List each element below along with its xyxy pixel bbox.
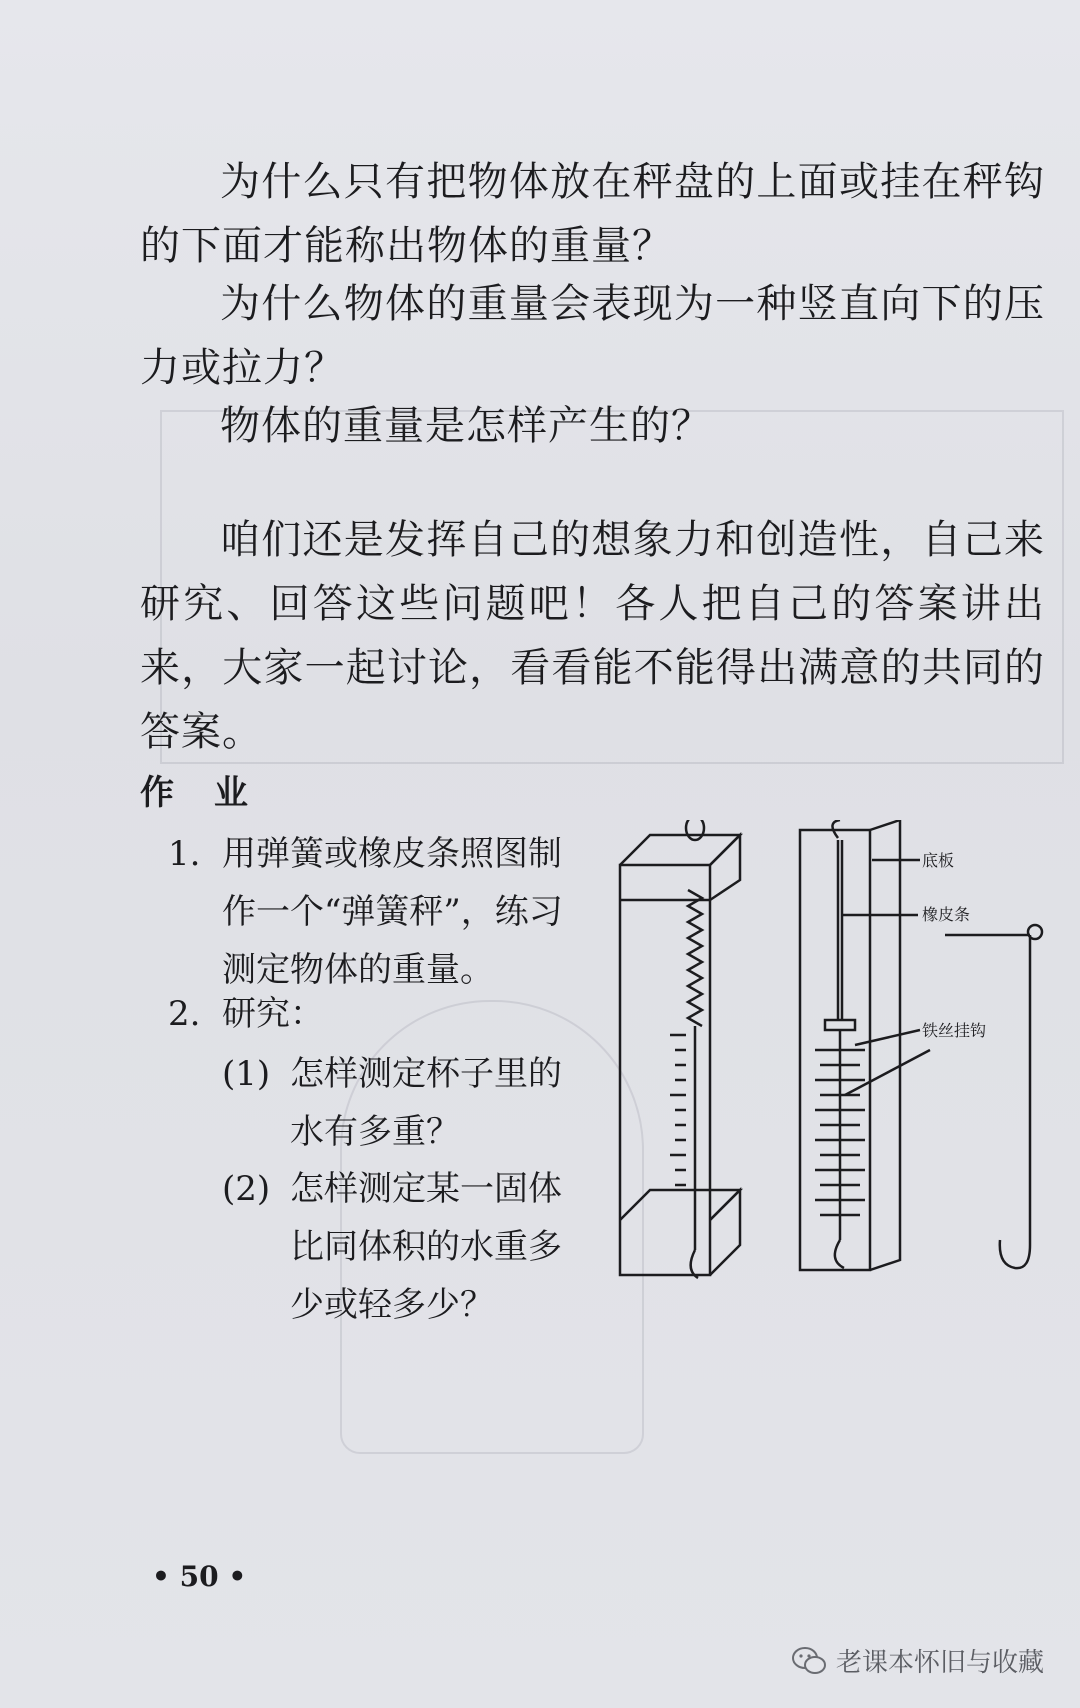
paragraph-2: 为什么物体的重量会表现为一种竖直向下的压力或拉力？ [140, 281, 1045, 391]
watermark [792, 1642, 1044, 1679]
spring-scale-figure [600, 820, 1080, 1290]
watermark-text: 老课本怀旧与收藏 [835, 1647, 1044, 1677]
homework-heading: 作 业 [140, 773, 262, 813]
paragraph-4: 咱们还是发挥自己的想象力和创造性，自己来研究、回答这些问题吧！各人把自己的答案讲出来，大家一起讨论，看看能不能得出满意的共同的答案。 [140, 517, 1045, 755]
page-number: • 50 • [152, 1560, 247, 1593]
homework-sub-2: 怎样测定某一固体比同体积的水重多少或轻多少？ [290, 1169, 562, 1325]
label-rubber-band: 橡皮条 [922, 905, 971, 924]
wechat-icon [792, 1646, 826, 1676]
homework-item-2: 研究： [222, 994, 324, 1034]
paragraph-3: 物体的重量是怎样产生的？ [220, 403, 712, 449]
homework-sub-2-num: (2) [222, 1169, 271, 1209]
homework-item-1-num: 1. [168, 834, 201, 874]
paragraph-1: 为什么只有把物体放在秤盘的上面或挂在秤钩的下面才能称出物体的重量？ [140, 159, 1045, 269]
homework-sub-1-num: (1) [222, 1054, 271, 1094]
homework-item-1: 用弹簧或橡皮条照图制作一个“弹簧秤”，练习测定物体的重量。 [222, 834, 563, 990]
spring-scale-illustration [600, 820, 1080, 1290]
homework-sub-1: 怎样测定杯子里的水有多重？ [290, 1054, 562, 1152]
label-wire-hook: 铁丝挂钩 [922, 1021, 987, 1040]
homework-item-2-num: 2. [168, 994, 201, 1034]
label-base-board: 底板 [922, 851, 955, 870]
